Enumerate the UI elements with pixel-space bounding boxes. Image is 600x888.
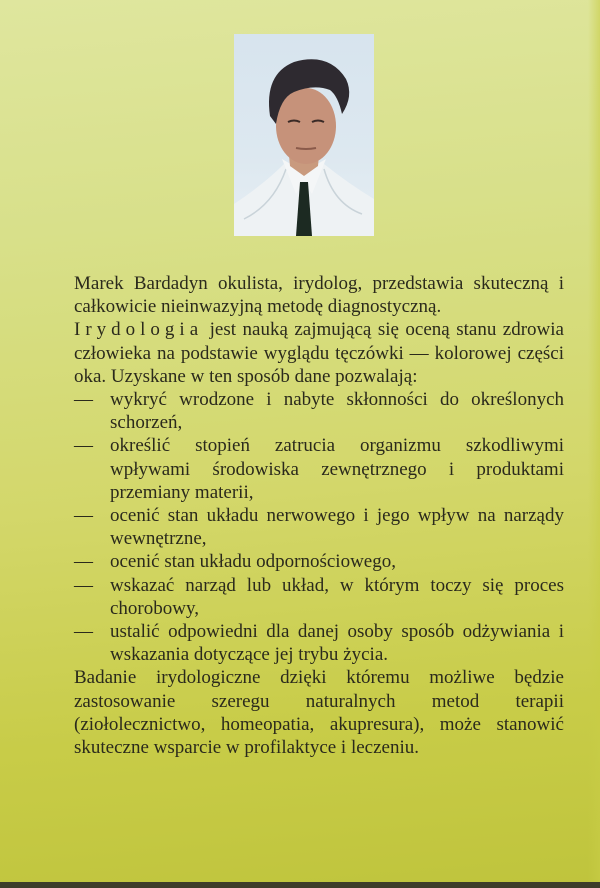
list-item: — określić stopień zatrucia organizmu szkodliwymi wpływami środowiska zewnętrznego i produktami przemiany materii,	[74, 435, 564, 503]
dash-bullet: —	[74, 551, 93, 573]
cover-edge	[588, 0, 600, 888]
list-item: — wskazać narząd lub układ, w którym toczy się proces chorobowy,	[74, 574, 564, 619]
dash-bullet: —	[74, 505, 93, 527]
dash-bullet: —	[74, 621, 93, 643]
author-photo	[234, 34, 374, 236]
benefit-list	[74, 388, 564, 666]
closing-paragraph: Badanie irydologiczne dzięki któremu możliwe będzie zastosowanie szeregu naturalnych metod terapii (ziołolecznictwo, homeopatia, akupresura), może stanowić skuteczne wsparcie w profilaktyce i leczeniu.	[74, 667, 564, 759]
cover-blurb	[74, 272, 564, 759]
list-item: — ocenić stan układu nerwowego i jego wpływ na narządy wewnętrzne,	[74, 505, 564, 550]
term-irydologia: Irydologia	[74, 319, 204, 341]
list-item: — ocenić stan układu odpornościowego,	[74, 551, 396, 573]
definition-paragraph	[74, 318, 564, 388]
definition-text: jest nauką zajmującą się oceną stanu zdrowia człowieka na podstawie wyglądu tęczówki — kolorowej części oka. Uzyskane w ten sposób dane pozwalają:	[74, 319, 564, 387]
dash-bullet: —	[74, 389, 93, 411]
list-item: — ustalić odpowiedni dla danej osoby sposób odżywiania i wskazania dotyczące jej trybu życia.	[74, 621, 564, 666]
intro-paragraph: Marek Bardadyn okulista, irydolog, przedstawia skuteczną i całkowicie nieinwazyjną metodę diagnostyczną.	[74, 273, 564, 318]
dash-bullet: —	[74, 435, 93, 457]
list-item: — wykryć wrodzone i nabyte skłonności do określonych schorzeń,	[74, 389, 564, 434]
dash-bullet: —	[74, 574, 93, 596]
bottom-edge	[0, 882, 600, 888]
